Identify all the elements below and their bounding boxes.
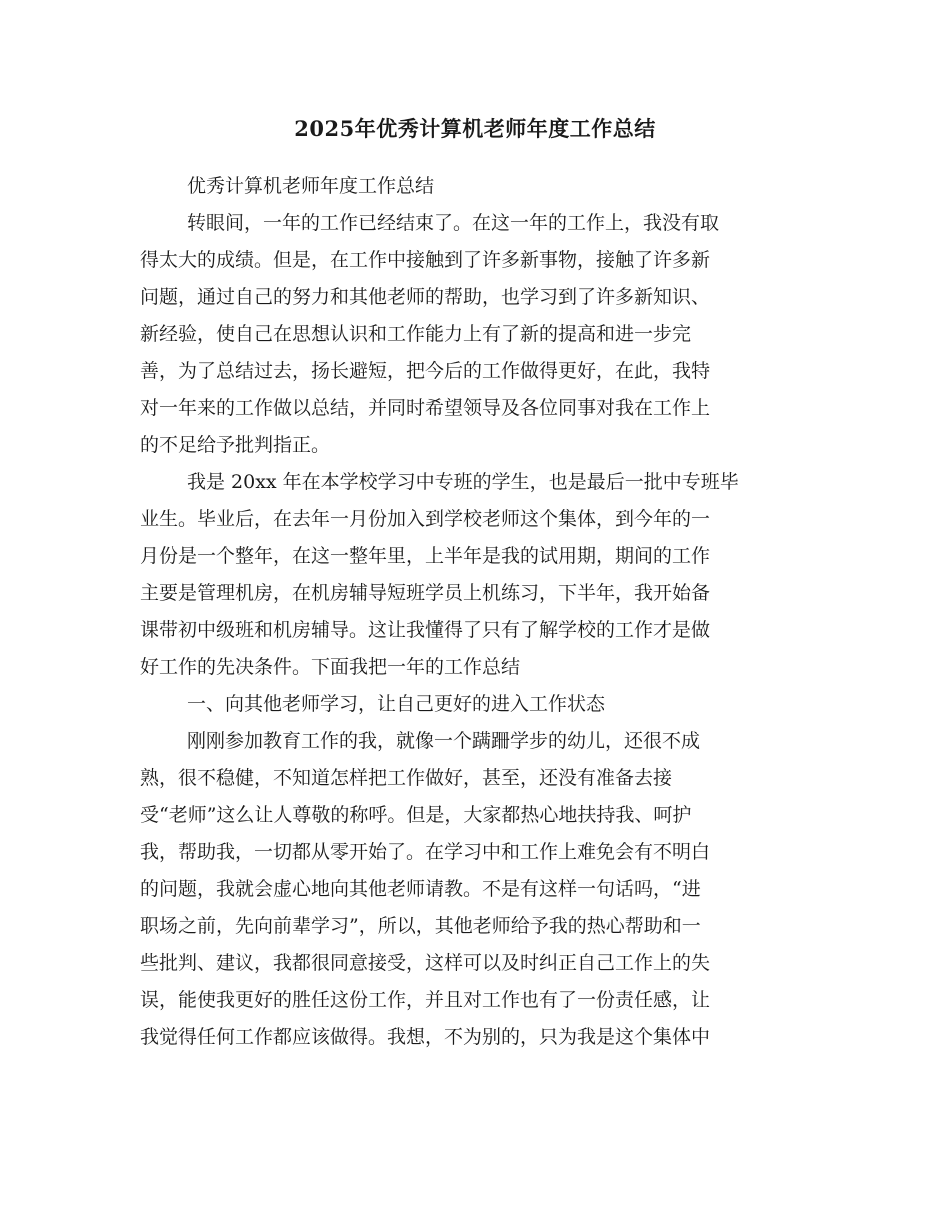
text-line: 问题，通过自己的努力和其他老师的帮助，也学习到了许多新知识、	[140, 286, 711, 308]
text-line: 主要是管理机房，在机房辅导短班学员上机练习，下半年，我开始备	[140, 582, 711, 604]
text-line: 善，为了总结过去，扬长避短，把今后的工作做得更好，在此，我特	[140, 360, 711, 382]
text-line: 的不足给予批判指正。	[140, 434, 331, 456]
text-line: 好工作的先决条件。下面我把一年的工作总结	[140, 656, 521, 678]
text-line: 我觉得任何工作都应该做得。我想，不为别的，只为我是这个集体中	[140, 1026, 711, 1048]
text-line: 职场之前，先向前辈学习”，所以，其他老师给予我的热心帮助和一	[140, 915, 701, 937]
text-line: 一、向其他老师学习，让自己更好的进入工作状态	[187, 693, 606, 715]
background-paragraph	[140, 464, 812, 686]
text-line: 月份是一个整年，在这一整年里，上半年是我的试用期，期间的工作	[140, 545, 711, 567]
intro-paragraph	[140, 205, 812, 464]
document-title: 2025年优秀计算机老师年度工作总结	[294, 116, 656, 141]
text-line: 熟，很不稳健，不知道怎样把工作做好，甚至，还没有准备去接	[140, 767, 673, 789]
document-body	[140, 168, 812, 1056]
section-heading	[140, 686, 812, 723]
subtitle-paragraph	[140, 168, 812, 205]
text-line: 得太大的成绩。但是，在工作中接触到了许多新事物，接触了许多新	[140, 249, 711, 271]
text-line: 我是 20xx 年在本学校学习中专班的学生，也是最后一批中专班毕	[187, 471, 739, 493]
text-line: 转眼间，一年的工作已经结束了。在这一年的工作上，我没有取	[187, 212, 720, 234]
section-paragraph	[140, 723, 812, 1056]
text-line: 优秀计算机老师年度工作总结	[187, 175, 435, 197]
text-line: 新经验，使自己在思想认识和工作能力上有了新的提高和进一步完	[140, 323, 692, 345]
text-line: 我，帮助我，一切都从零开始了。在学习中和工作上难免会有不明白	[140, 841, 711, 863]
text-line: 误，能使我更好的胜任这份工作，并且对工作也有了一份责任感，让	[140, 989, 711, 1011]
text-line: 些批判、建议，我都很同意接受，这样可以及时纠正自己工作上的失	[140, 952, 711, 974]
text-line: 业生。毕业后，在去年一月份加入到学校老师这个集体，到今年的一	[140, 508, 711, 530]
text-line: 对一年来的工作做以总结，并同时希望领导及各位同事对我在工作上	[140, 397, 711, 419]
text-line: 受“老师”这么让人尊敬的称呼。但是，大家都热心地扶持我、呵护	[140, 804, 692, 826]
text-line: 的问题，我就会虚心地向其他老师请教。不是有这样一句话吗，“进	[140, 878, 701, 900]
text-line: 刚刚参加教育工作的我，就像一个蹒跚学步的幼儿，还很不成	[187, 730, 701, 752]
text-line: 课带初中级班和机房辅导。这让我懂得了只有了解学校的工作才是做	[140, 619, 711, 641]
